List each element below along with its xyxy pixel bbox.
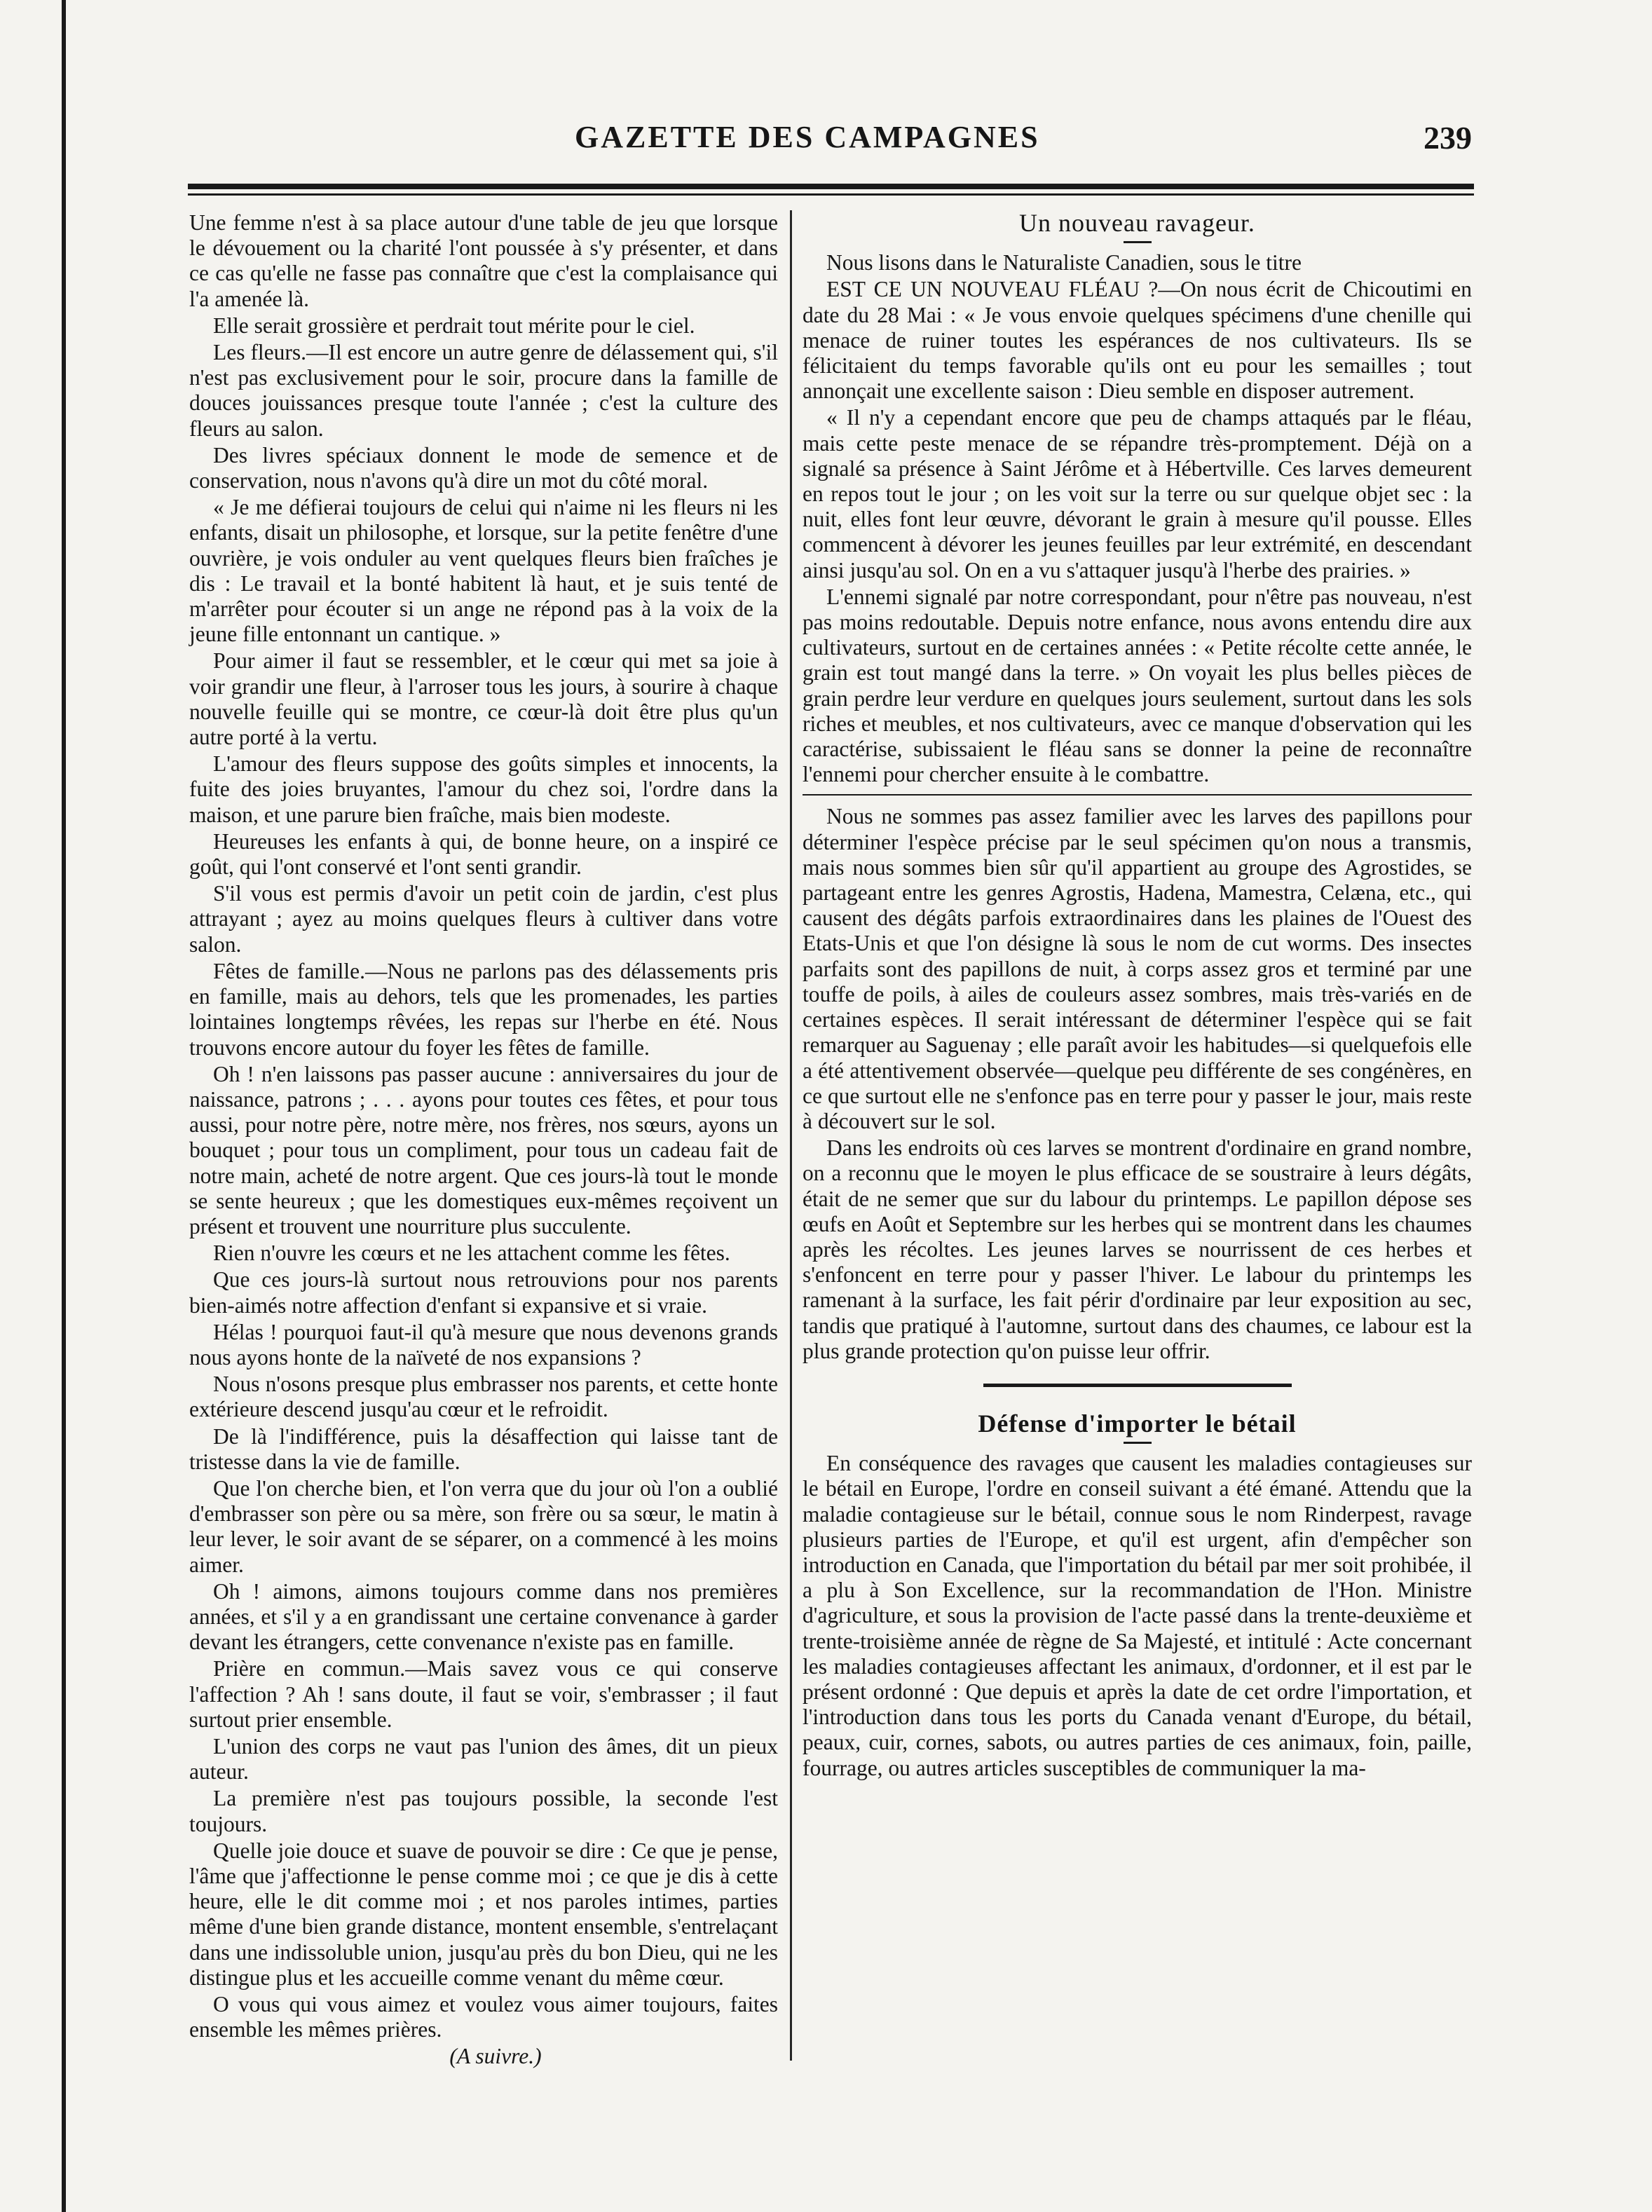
- paragraph: Heureuses les enfants à qui, de bonne heure, on a inspiré ce goût, qui l'ont conservé et l'ont senti grandir.: [189, 828, 778, 880]
- title-rule: [1124, 1442, 1152, 1444]
- paragraph: Prière en commun.—Mais savez vous ce qui conserve l'affection ? Ah ! sans doute, il faut se voir, s'embrasser ; il faut surtout prier ensemble.: [189, 1656, 778, 1732]
- paragraph: Hélas ! pourquoi faut-il qu'à mesure que nous devenons grands nous ayons honte de la naïveté de nos expansions ?: [189, 1319, 778, 1370]
- paragraph: Nous n'osons presque plus embrasser nos parents, et cette honte extérieure descend jusqu'au cœur et le refroidit.: [189, 1372, 778, 1422]
- paragraph: De là l'indifférence, puis la désaffection qui laisse tant de tristesse dans la vie de famille.: [189, 1424, 778, 1474]
- page-header: [189, 119, 1472, 168]
- paragraph: L'ennemi signalé par notre correspondant, pour n'être pas nouveau, n'est pas moins redoutable. Depuis notre enfance, nous avons entendu dire aux cultivateurs, surtout en de certaines années : « Petite récolte cette année, le grain est tout mangé dans la terre. » On voyait les plus belles pièces de grain perdre leur verdure en quelques jours seulement, surtout dans les sols riches et meubles, et nos cultivateurs, avec ce manque d'observation qui les caractérise, subissaient le fléau sans se donner la peine de reconnaître l'ennemi pour chercher ensuite à le combattre.: [803, 584, 1472, 787]
- paragraph: Une femme n'est à sa place autour d'une table de jeu que lorsque le dévouement ou la charité l'ont poussée à s'y présenter, et dans ce cas qu'elle ne fasse pas connaître que c'est la complaisance qui l'a amenée là.: [189, 210, 778, 311]
- title-rule: [1124, 241, 1152, 243]
- paragraph: Quelle joie douce et suave de pouvoir se dire : Ce que je pense, l'âme que j'affectionne le pense comme moi ; ce que je dis à cette heure, elle le dit comme moi ; et nos paroles intimes, parties même d'une bien grande distance, montent ensemble, s'entrelaçant dans une indissoluble union, jusqu'au près du bon Dieu, qui ne les distingue plus et les accueille comme venant du même cœur.: [189, 1838, 778, 1990]
- column-divider: [790, 210, 792, 2061]
- section-rule: [983, 1384, 1292, 1387]
- paragraph: L'amour des fleurs suppose des goûts simples et innocents, la fuite des joies bruyantes, l'amour du chez soi, l'ordre dans la maison, et une parure bien fraîche, mais bien modeste.: [189, 751, 778, 827]
- paragraph: O vous qui vous aimez et voulez vous aimer toujours, faites ensemble les mêmes prières.: [189, 1992, 778, 2042]
- article-title: Défense d'importer le bétail: [978, 1409, 1297, 1438]
- paragraph: Pour aimer il faut se ressembler, et le cœur qui met sa joie à voir grandir une fleur, à l'arroser tous les jours, à sourire à chaque nouvelle feuille qui se montre, ce cœur-là doit être plus qu'un autre porté à la vertu.: [189, 648, 778, 750]
- right-column: [803, 210, 1472, 1782]
- header-rule-thick: [188, 184, 1474, 189]
- paragraph: Les fleurs.—Il est encore un autre genre de délassement qui, s'il n'est pas exclusivement pour le soir, procure dans la famille de douces jouissances presque toute l'année ; c'est la culture des fleurs au salon.: [189, 340, 778, 441]
- article-title: Un nouveau ravageur.: [1019, 209, 1255, 237]
- paragraph: EST CE UN NOUVEAU FLÉAU ?—On nous écrit de Chicoutimi en date du 28 Mai : « Je vous envoie quelques spécimens d'une chenille qui menace de ruiner toutes les espérances de nos cultivateurs. Ils se félicitaient du temps favorable qu'ils ont eu pour les semailles ; tout annonçait une excellente saison : Dieu semble en disposer autrement.: [803, 277, 1472, 404]
- paragraph: « Il n'y a cependant encore que peu de champs attaqués par le fléau, mais cette peste menace de se répandre très-promptement. Déjà on a signalé sa présence à Saint Jérôme et à Hébertville. Ces larves demeurent en repos tout le jour ; on les voit sur la terre ou sur quelque objet sec : la nuit, elles font leur œuvre, dévorant le grain à mesure qu'il pousse. Elles commencent à dévorer les jeunes feuilles par leur extrémité, en descendant ainsi jusqu'au sol. On en a vu s'attaquer jusqu'à l'herbe des prairies. »: [803, 405, 1472, 582]
- paragraph: Oh ! n'en laissons pas passer aucune : anniversaires du jour de naissance, patrons ; . . . ayons pour toutes ces fêtes, et pour tous aussi, pour notre père, notre mère, nos frères, nos sœurs, ayons un bouquet ; pour tous un compliment, pour tous un cadeau fait de notre main, acheté de notre argent. Que ces jours-là tout le monde se sente heureux ; que les domestiques eux-mêmes reçoivent un présent et trouvent une nourriture plus succulente.: [189, 1061, 778, 1238]
- continued-note: (A suivre.): [449, 2044, 542, 2069]
- paragraph: Elle serait grossière et perdrait tout mérite pour le ciel.: [213, 313, 695, 338]
- paragraph: La première n'est pas toujours possible, la seconde l'est toujours.: [189, 1786, 778, 1836]
- article-intro: Nous lisons dans le Naturaliste Canadien, sous le titre: [826, 250, 1302, 275]
- paragraph: Nous ne sommes pas assez familier avec les larves des papillons pour déterminer l'espèce précise par le seul spécimen qu'on nous a transmis, mais nous sommes bien sûr qu'il appartient au groupe des Agrostides, se partageant entre les genres Agrostis, Hadena, Mamestra, Celæna, etc., qui causent des dégâts parfois extraordinaires dans les plaines de l'Ouest des Etats-Unis et que l'on désigne là sous le nom de cut worms. Des insectes parfaits sont des papillons de nuit, à corps assez gros et terminé par une touffe de poils, à ailes de couleurs assez sombres, mais très-variés en de certaines espèces. Il serait intéressant de déterminer l'espèce qui se fait remarquer au Saguenay ; elle paraît avoir les habitudes—si quelquefois elle a été attentivement observée—quelque peu différente de ses congénères, en ce que surtout elle ne s'enfonce pas en terre pour y passer le jour, mais reste à découvert sur le sol.: [803, 804, 1472, 1133]
- page-edge-line: [62, 0, 66, 2212]
- paragraph-rule: [803, 794, 1472, 796]
- paragraph: S'il vous est permis d'avoir un petit coin de jardin, c'est plus attrayant ; ayez au moins quelques fleurs à cultiver dans votre salon.: [189, 881, 778, 957]
- header-rule-thin: [188, 193, 1474, 196]
- running-title: GAZETTE DES CAMPAGNES: [575, 120, 1040, 154]
- page-number: 239: [1424, 120, 1472, 156]
- paragraph: Fêtes de famille.—Nous ne parlons pas des délassements pris en famille, mais au dehors, tels que les promenades, les parties lointaines longtemps rêvées, les repas sur l'herbe en été. Nous trouvons encore autour du foyer les fêtes de famille.: [189, 958, 778, 1060]
- left-column: [189, 210, 778, 2071]
- paragraph: « Je me défierai toujours de celui qui n'aime ni les fleurs ni les enfants, disait un philosophe, et lorsque, sur la petite fenêtre d'une ouvrière, je vois onduler au vent quelques fleurs bien fraîches je dis : Le travail et la bonté habitent là haut, et je suis tenté de m'arrêter pour écouter si un ange ne répond pas à la voix de la jeune fille entonnant un cantique. »: [189, 495, 778, 647]
- paragraph: Que l'on cherche bien, et l'on verra que du jour où l'on a oublié d'embrasser son père ou sa mère, son frère ou sa sœur, le matin à leur lever, le soir avant de se séparer, on a commencé à les moins aimer.: [189, 1475, 778, 1577]
- paragraph: Dans les endroits où ces larves se montrent d'ordinaire en grand nombre, on a reconnu que le moyen le plus efficace de se soustraire à leurs dégâts, était de ne semer que sur du labour du printemps. Le papillon dépose ses œufs en Août et Septembre sur les herbes qui se montrent dans les chaumes après les récoltes. Les jeunes larves se nourrissent de ces herbes et s'enfoncent en terre pour y passer l'hiver. Le labour du printemps les ramenant à la surface, les fait périr d'ordinaire par leur exposition au sec, tandis que pratiqué à l'automne, surtout dans des chaumes, ce labour est la plus grande protection qu'on puisse leur offrir.: [803, 1135, 1472, 1363]
- paragraph: Rien n'ouvre les cœurs et ne les attachent comme les fêtes.: [213, 1241, 730, 1266]
- paragraph: Des livres spéciaux donnent le mode de semence et de conservation, nous n'avons qu'à dire un mot du côté moral.: [189, 442, 778, 493]
- paragraph: En conséquence des ravages que causent les maladies contagieuses sur le bétail en Europe, l'ordre en conseil suivant a été émané. Attendu que la maladie contagieuse sur le bétail, connue sous le nom Rinderpest, ravage plusieurs parties de l'Europe, et qu'il est urgent, afin d'empêcher son introduction en Canada, que l'importation du bétail par mer soit prohibée, il a plu à Son Excellence, sur la recommandation de l'Hon. Ministre d'agriculture, et sous la provision de l'acte passé dans la trente-deuxième et trente-troisième année de règne de Sa Majesté, et intitulé : Acte concernant les maladies contagieuses affectant les animaux, d'ordonner, et il est par le présent ordonné : Que depuis et après la date de cet ordre l'importation, et l'introduction dans tous les ports du Canada venant d'Europe, du bétail, peaux, cuir, cornes, sabots, ou autres parties de ces animaux, foin, paille, fourrage, ou autres articles susceptibles de communiquer la ma-: [803, 1451, 1472, 1780]
- paragraph: Oh ! aimons, aimons toujours comme dans nos premières années, et s'il y a en grandissant une certaine convenance à garder devant les étrangers, cette convenance n'existe pas en famille.: [189, 1578, 778, 1655]
- paragraph: Que ces jours-là surtout nous retrouvions pour nos parents bien-aimés notre affection d'enfant si expansive et si vraie.: [189, 1267, 778, 1318]
- paragraph: L'union des corps ne vaut pas l'union des âmes, dit un pieux auteur.: [189, 1733, 778, 1784]
